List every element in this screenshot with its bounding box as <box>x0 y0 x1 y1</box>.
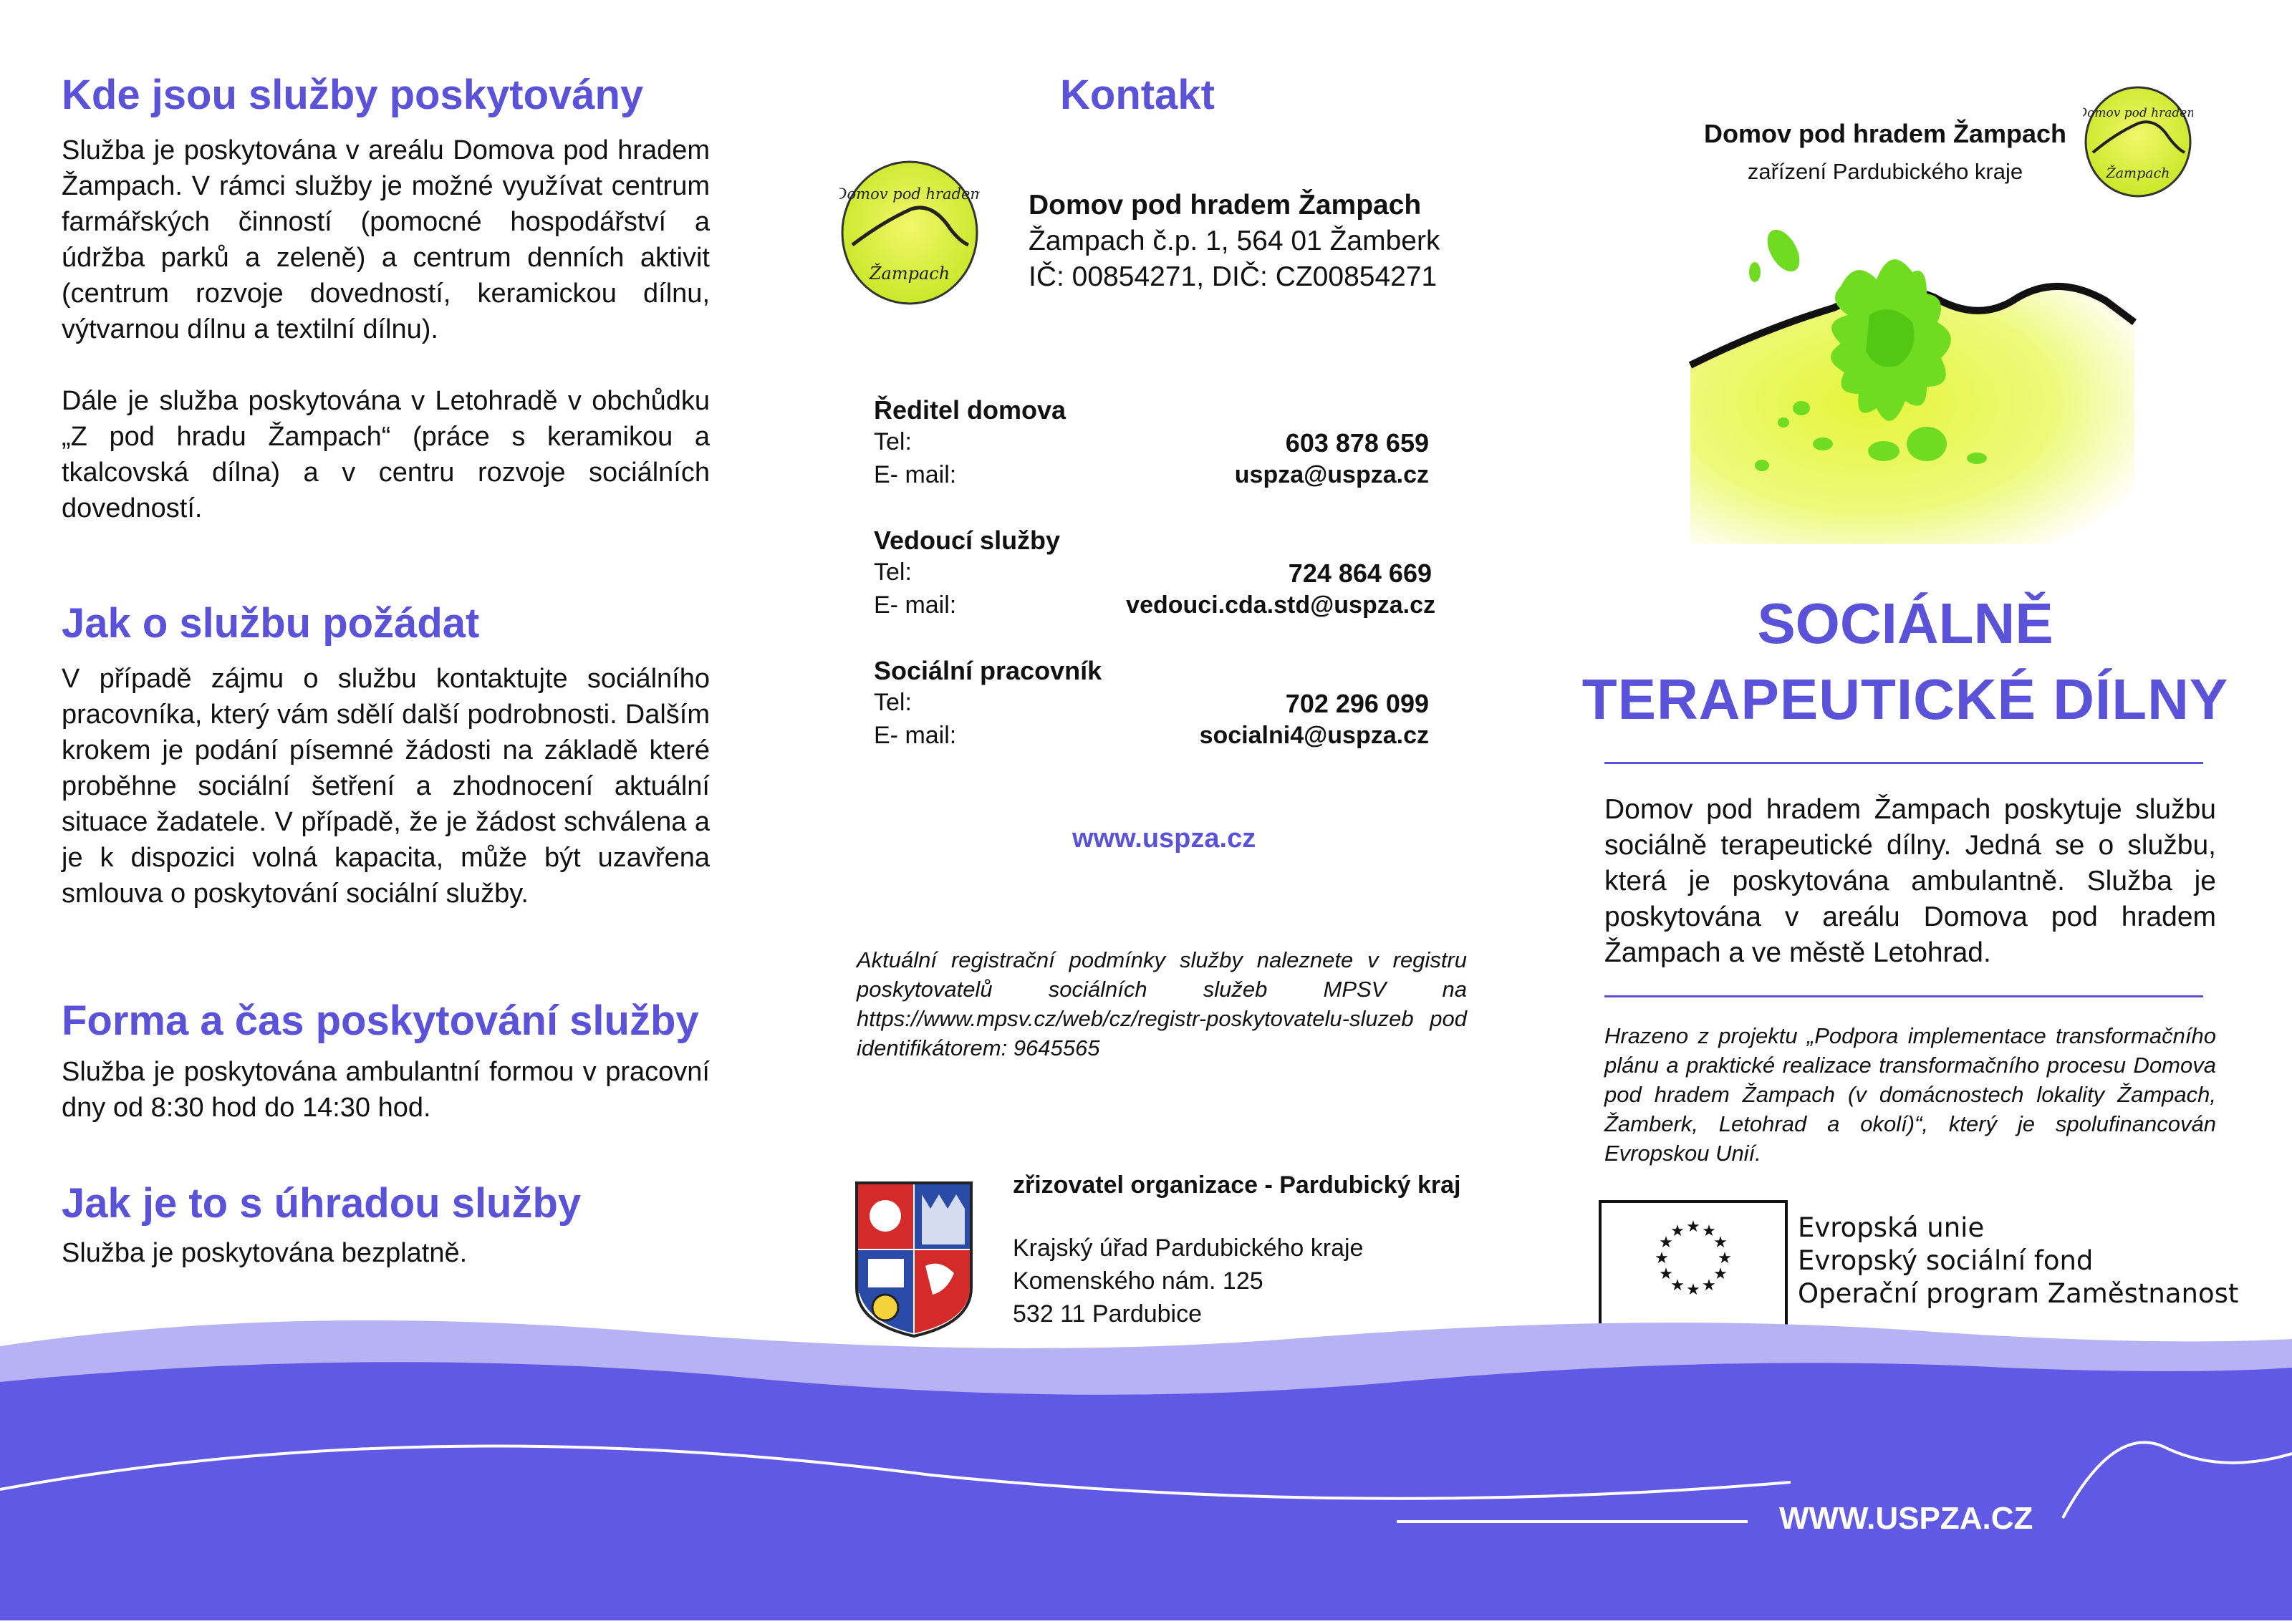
funding-note: Hrazeno z projektu „Podpora implementace transformačního plánu a praktické realizace transformačního procesu Domova pod hradem Žampach (v domácnostech lokality Žampach, Žamberk, Letohrad a okolí)“, který je spolufinancován Evropskou Unií. <box>1604 1023 2216 1166</box>
eu-line-2: Evropský sociální fond <box>1798 1245 2094 1276</box>
svg-text:★: ★ <box>1670 1222 1685 1240</box>
email-label: E- mail: <box>874 591 957 619</box>
contact-email[interactable]: uspza@uspza.cz <box>1234 461 1429 488</box>
svg-text:★: ★ <box>1655 1250 1669 1267</box>
main-title-line-2: TERAPEUTICKÉ DÍLNY <box>1581 667 2229 731</box>
section-where-paragraph-1: Služba je poskytována v areálu Domova pod hradem Žampach. V rámci služby je možné využívat centrum farmářských činností (pomocné hospodářství a údržba parků a zeleně) a centrum denních aktivit (centrum rozvoje dovedností, keramickou dílnu, výtvarnou dílnu a textilní dílnu). <box>62 135 710 344</box>
contact-phone: 724 864 669 <box>1288 559 1432 588</box>
founder-title: zřizovatel organizace - Pardubický kraj <box>1013 1171 1461 1199</box>
svg-text:★: ★ <box>1659 1234 1673 1252</box>
section-where-paragraph-2: Dále je služba poskytována v Letohradě v obchůdku „Z pod hradu Žampach“ (práce s keramikou a tkalcovská dílna) a v centru rozvoje sociálních dovedností. <box>62 385 710 523</box>
zampach-logo-icon <box>2083 84 2193 199</box>
tel-label: Tel: <box>874 428 912 455</box>
svg-text:Domov pod hradem: Domov pod hradem <box>2083 106 2193 120</box>
divider-top <box>1604 762 2203 764</box>
svg-text:★: ★ <box>1670 1277 1685 1295</box>
brand-title: Domov pod hradem Žampach <box>1703 119 2067 148</box>
contact-phone: 702 296 099 <box>1285 689 1429 718</box>
founder-line-3: 532 11 Pardubice <box>1013 1300 1203 1328</box>
section-form <box>62 997 710 1126</box>
svg-text:★: ★ <box>1702 1277 1716 1295</box>
hill-splash-illustration <box>1676 229 2149 544</box>
svg-text:★: ★ <box>1702 1222 1716 1240</box>
zampach-logo-small <box>2083 84 2193 199</box>
section-payment-paragraph: Služba je poskytována bezplatně. <box>62 1237 468 1268</box>
zampach-logo <box>839 159 980 306</box>
green-splash-icon <box>1676 229 2149 544</box>
contact-role: Sociální pracovník <box>874 656 1102 685</box>
footer-url[interactable]: WWW.USPZA.CZ <box>1779 1501 2033 1536</box>
main-title <box>1547 586 2263 738</box>
org-ids: IČ: 00854271, DIČ: CZ00854271 <box>1029 261 1438 292</box>
brand-header <box>1685 119 2086 185</box>
contact-role: Vedoucí služby <box>874 526 1061 555</box>
contact-email[interactable]: vedouci.cda.std@uspza.cz <box>1126 591 1435 619</box>
svg-text:★: ★ <box>1686 1218 1700 1236</box>
main-title-line-1: SOCIÁLNĚ <box>1757 591 2053 655</box>
email-label: E- mail: <box>874 461 957 488</box>
section-title-apply: Jak o službu požádat <box>62 600 480 647</box>
contact-service-head <box>874 526 1435 626</box>
contact-heading: Kontakt <box>1060 72 1215 118</box>
registry-note: Aktuální registrační podmínky služby naleznete v registru poskytovatelů sociálních služeb MPSV na https://www.mpsv.cz/web/cz/registr-poskytovatelu-sluzeb pod identifikátorem: 9645565 <box>857 947 1467 1060</box>
svg-text:Žampach: Žampach <box>869 264 950 284</box>
svg-text:★: ★ <box>1686 1281 1700 1299</box>
section-title-form: Forma a čas poskytování služby <box>62 997 699 1044</box>
svg-text:Domov pod hradem: Domov pod hradem <box>839 185 980 203</box>
section-apply-paragraph: V případě zájmu o službu kontaktujte sociálního pracovníka, který vám sdělí další podrobnosti. Dalším krokem je podání písemné žádosti na základě které proběhne sociální šetření a zhodnocení aktuální situace žadatele. V případě, že je žádost schválena a je k dispozici volná kapacita, může být uzavřena smlouva o poskytování sociální služby. <box>62 663 710 909</box>
org-address: Žampach č.p. 1, 564 01 Žamberk <box>1029 226 1440 256</box>
footer-wave <box>0 1303 2292 1620</box>
contact-phone: 603 878 659 <box>1285 428 1429 458</box>
svg-text:★: ★ <box>1718 1250 1732 1267</box>
email-label: E- mail: <box>874 722 957 749</box>
contact-social-worker <box>874 656 1432 756</box>
website-link[interactable]: www.uspza.cz <box>1072 823 1256 854</box>
service-description: Domov pod hradem Žampach poskytuje službu sociálně terapeutické dílny. Jedná se o službu, která je poskytována ambulantně. Služba je poskytována v areálu Domova pod hradem Žampach a ve městě Letohrad. <box>1604 794 2216 968</box>
tel-label: Tel: <box>874 689 912 716</box>
org-name: Domov pod hradem Žampach <box>1029 190 1422 221</box>
contact-director <box>874 395 1432 496</box>
brand-subtitle: zařízení Pardubického kraje <box>1747 159 2023 184</box>
eu-line-3: Operační program Zaměstnanost <box>1798 1278 2239 1309</box>
contact-email[interactable]: socialni4@uspza.cz <box>1199 722 1429 749</box>
svg-text:★: ★ <box>1713 1265 1728 1283</box>
wave-background <box>0 1303 2292 1620</box>
contact-role: Ředitel domova <box>874 395 1066 425</box>
founder-line-2: Komenského nám. 125 <box>1013 1267 1263 1295</box>
svg-text:★: ★ <box>1713 1234 1728 1252</box>
svg-text:Žampach: Žampach <box>2106 165 2170 181</box>
section-title-payment: Jak je to s úhradou služby <box>62 1180 582 1227</box>
section-apply <box>62 600 710 912</box>
zampach-logo-icon <box>839 159 980 306</box>
divider-bottom <box>1604 995 2203 997</box>
section-form-paragraph: Služba je poskytována ambulantní formou v pracovní dny od 8:30 hod do 14:30 hod. <box>62 1056 710 1123</box>
section-title-where: Kde jsou služby poskytovány <box>62 72 644 118</box>
eu-text <box>1798 1212 2238 1310</box>
tel-label: Tel: <box>874 559 912 586</box>
eu-line-1: Evropská unie <box>1798 1212 1985 1243</box>
left-column <box>62 72 710 526</box>
founder-line-1: Krajský úřad Pardubického kraje <box>1013 1234 1364 1262</box>
svg-text:★: ★ <box>1659 1265 1673 1283</box>
org-info <box>1029 188 1440 295</box>
section-payment <box>62 1180 710 1271</box>
